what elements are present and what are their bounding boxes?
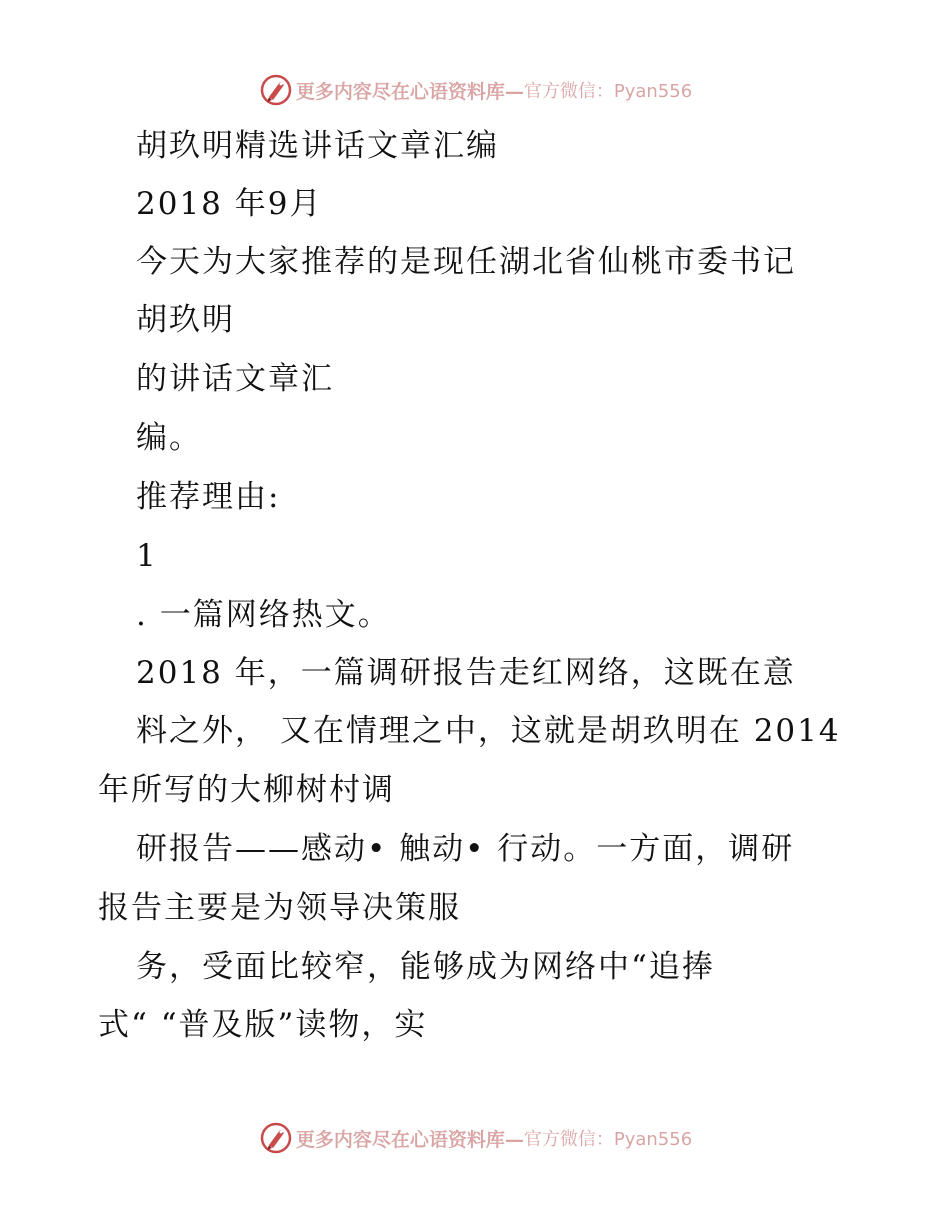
doc-title: 胡玖明精选讲话文章汇编 bbox=[136, 128, 499, 164]
text-line: 编。 bbox=[136, 420, 202, 456]
text-line: 的讲话文章汇 bbox=[136, 361, 334, 397]
text-line: 胡玖明 bbox=[136, 302, 235, 338]
text-line: 务，受面比较窄，能够成为网络中“追捧 bbox=[136, 949, 715, 985]
text-line: 推荐理由: bbox=[136, 479, 281, 515]
text-line: 研报告——感动• 触动• 行动。一方面，调研 bbox=[136, 831, 795, 867]
footer-watermark bbox=[0, 1120, 950, 1156]
watermark-main-text: 更多内容尽在心语资料库— bbox=[295, 80, 524, 103]
text-line: 报告主要是为领导决策服 bbox=[98, 890, 461, 926]
watermark-main-text: 更多内容尽在心语资料库— bbox=[295, 1128, 524, 1151]
text-line: 料之外， 又在情理之中，这就是胡玖明在 2014 bbox=[136, 713, 841, 749]
pen-logo-icon bbox=[258, 1120, 294, 1156]
text-line: 式“ “普及版”读物，实 bbox=[98, 1007, 428, 1043]
watermark-wechat-text: 官方微信：Pyan556 bbox=[523, 81, 693, 102]
text-line: 1 bbox=[136, 538, 158, 574]
text-line: 今天为大家推荐的是现任湖北省仙桃市委书记 bbox=[136, 244, 796, 280]
text-line: 年所写的大柳树村调 bbox=[98, 772, 395, 808]
doc-date: 2018 年9月 bbox=[136, 186, 323, 222]
text-line: 2018 年，一篇调研报告走红网络，这既在意 bbox=[136, 655, 796, 691]
watermark-wechat-text: 官方微信：Pyan556 bbox=[523, 1129, 693, 1150]
text-line: . 一篇网络热文。 bbox=[136, 597, 391, 633]
